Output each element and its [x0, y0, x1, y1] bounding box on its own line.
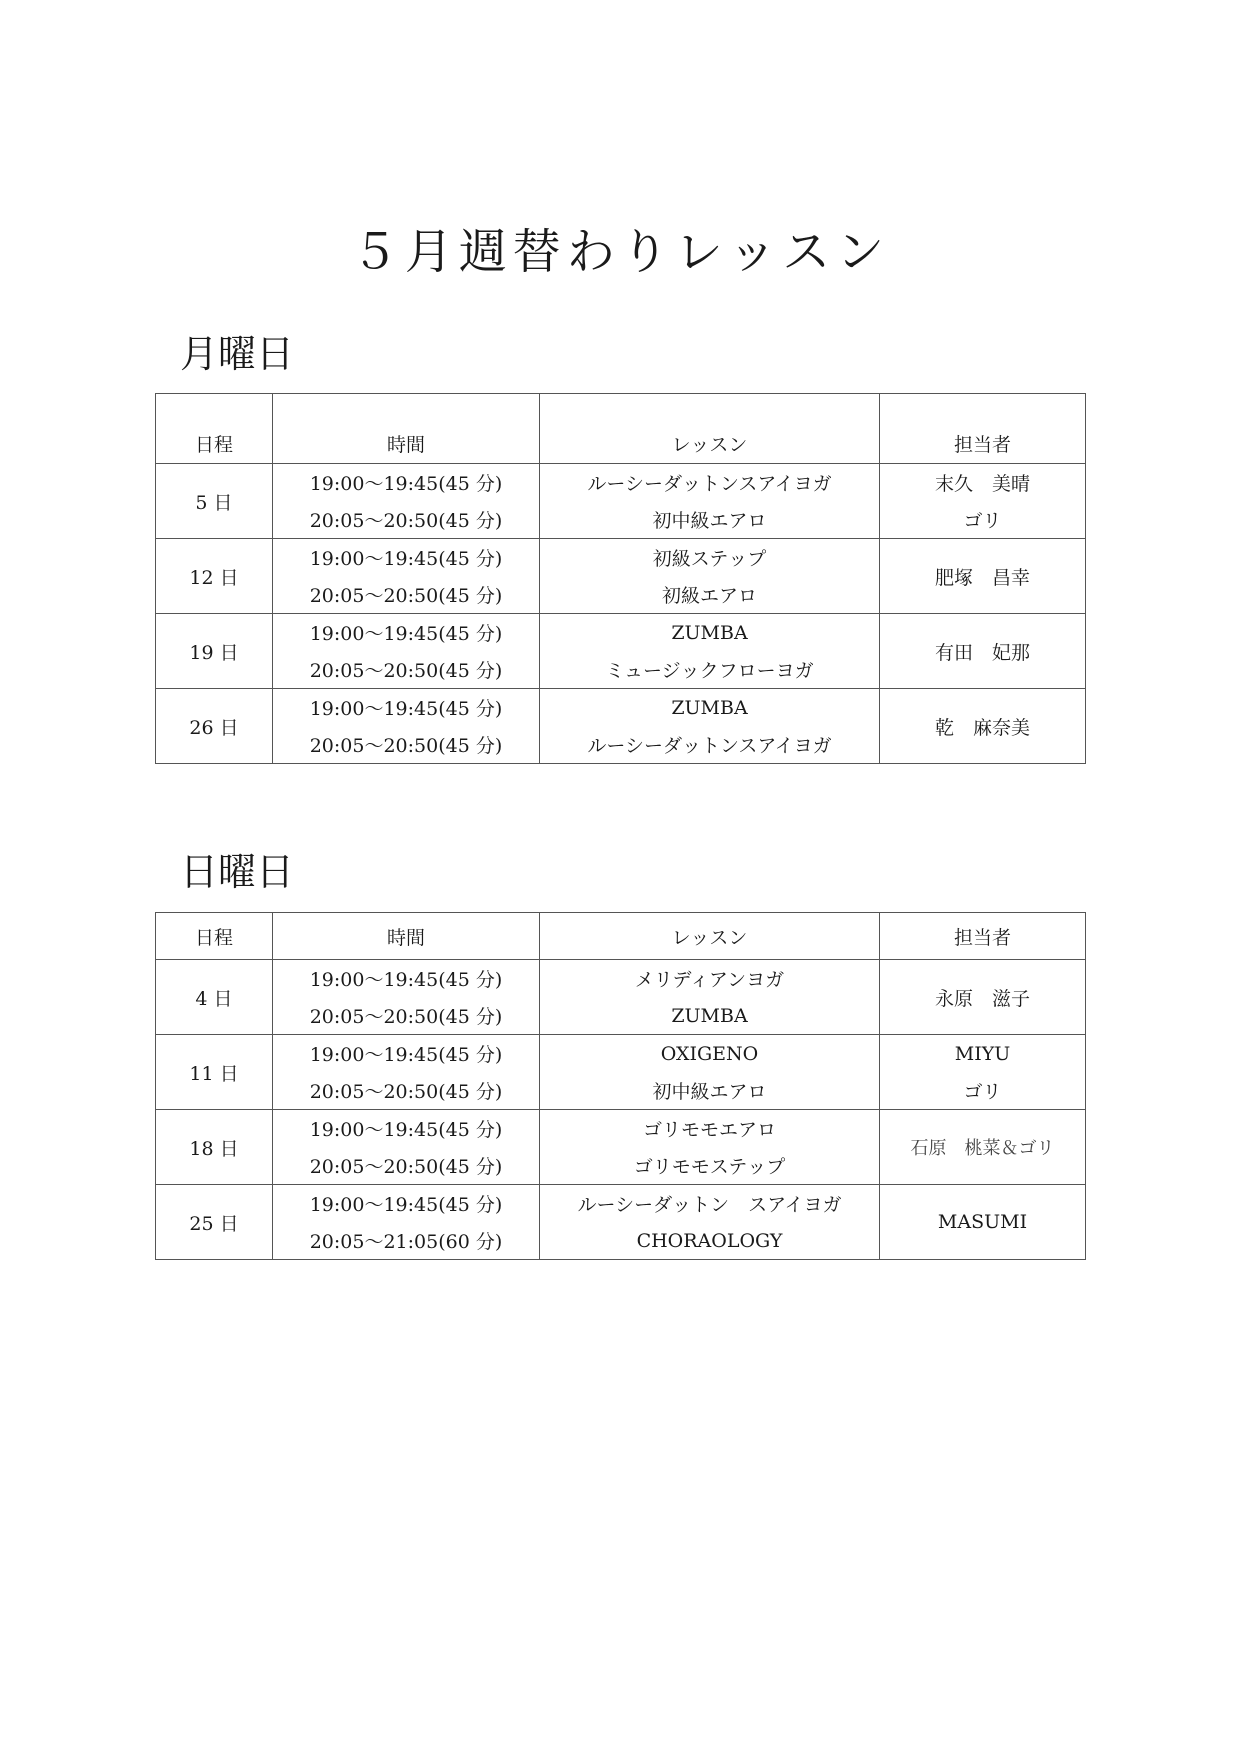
lesson-name: 初級ステップ — [652, 548, 767, 570]
header-time: 時間 — [273, 394, 540, 464]
header-date: 日程 — [156, 913, 273, 960]
table-row — [156, 689, 1086, 764]
date-cell: 4 日 — [156, 960, 273, 1035]
time-slot: 20:05～20:50(45 分) — [309, 1006, 503, 1028]
time-slot: 19:00～19:45(45 分) — [309, 1119, 503, 1141]
date-cell: 12 日 — [156, 539, 273, 614]
date-cell: 25 日 — [156, 1185, 273, 1260]
time-slot: 20:05～20:50(45 分) — [309, 585, 503, 607]
lesson-cell — [540, 614, 880, 689]
lesson-name: ミュージックフローヨガ — [605, 660, 814, 682]
instructor-name: MIYU — [954, 1042, 1011, 1065]
sunday-heading: 日曜日 — [180, 850, 295, 894]
lesson-name: ルーシーダットンスアイヨガ — [587, 735, 832, 757]
table-header-row — [156, 913, 1086, 960]
lesson-cell — [540, 1035, 880, 1110]
lesson-name: ゴリモモエアロ — [642, 1119, 776, 1141]
time-cell — [273, 464, 540, 539]
date-cell: 19 日 — [156, 614, 273, 689]
monday-heading: 月曜日 — [180, 332, 295, 376]
time-slot: 19:00～19:45(45 分) — [309, 969, 503, 991]
table-row — [156, 1185, 1086, 1260]
date-cell: 18 日 — [156, 1110, 273, 1185]
lesson-name: ZUMBA — [671, 1004, 748, 1027]
table-row — [156, 960, 1086, 1035]
sunday-schedule-table — [155, 912, 1086, 1260]
time-cell — [273, 960, 540, 1035]
time-slot: 19:00～19:45(45 分) — [309, 1044, 503, 1066]
time-slot: 20:05～20:50(45 分) — [309, 1156, 503, 1178]
lesson-name: CHORAOLOGY — [636, 1229, 783, 1252]
time-cell — [273, 1110, 540, 1185]
instructor-cell — [880, 464, 1086, 539]
lesson-cell — [540, 539, 880, 614]
lesson-name: 初中級エアロ — [652, 510, 767, 532]
lesson-name: 初中級エアロ — [652, 1081, 767, 1103]
date-cell: 5 日 — [156, 464, 273, 539]
lesson-name: ZUMBA — [671, 696, 748, 719]
lesson-name: ルーシーダットン スアイヨガ — [577, 1194, 842, 1216]
time-cell — [273, 539, 540, 614]
header-instructor: 担当者 — [880, 913, 1086, 960]
header-lesson: レッスン — [540, 394, 880, 464]
time-cell — [273, 689, 540, 764]
time-cell — [273, 1035, 540, 1110]
lesson-cell — [540, 1185, 880, 1260]
time-cell — [273, 1185, 540, 1260]
time-slot: 19:00～19:45(45 分) — [309, 698, 503, 720]
lesson-name: ZUMBA — [671, 621, 748, 644]
table-row — [156, 539, 1086, 614]
time-slot: 20:05～20:50(45 分) — [309, 510, 503, 532]
instructor-name: MASUMI — [880, 1185, 1086, 1260]
time-slot: 20:05～20:50(45 分) — [309, 660, 503, 682]
time-cell — [273, 614, 540, 689]
lesson-cell — [540, 689, 880, 764]
date-cell: 26 日 — [156, 689, 273, 764]
instructor-name: 乾 麻奈美 — [880, 689, 1086, 764]
instructor-name: 末久 美晴 — [934, 473, 1030, 495]
header-lesson: レッスン — [540, 913, 880, 960]
monday-schedule-table — [155, 393, 1086, 764]
lesson-name: OXIGENO — [660, 1042, 759, 1065]
time-slot: 20:05～20:50(45 分) — [309, 735, 503, 757]
lesson-name: ゴリモモステップ — [633, 1156, 786, 1178]
table-row — [156, 464, 1086, 539]
time-slot: 20:05～21:05(60 分) — [309, 1231, 503, 1253]
lesson-cell — [540, 1110, 880, 1185]
table-row — [156, 614, 1086, 689]
time-slot: 19:00～19:45(45 分) — [309, 1194, 503, 1216]
lesson-name: ルーシーダットンスアイヨガ — [587, 473, 832, 495]
date-cell: 11 日 — [156, 1035, 273, 1110]
time-slot: 20:05～20:50(45 分) — [309, 1081, 503, 1103]
table-header-row — [156, 394, 1086, 464]
time-slot: 19:00～19:45(45 分) — [309, 548, 503, 570]
lesson-name: 初級エアロ — [661, 585, 757, 607]
instructor-cell — [880, 1035, 1086, 1110]
page-title: ５月週替わりレッスン — [350, 224, 891, 280]
lesson-cell — [540, 960, 880, 1035]
lesson-cell — [540, 464, 880, 539]
header-time: 時間 — [273, 913, 540, 960]
time-slot: 19:00～19:45(45 分) — [309, 473, 503, 495]
table-row — [156, 1110, 1086, 1185]
table-row — [156, 1035, 1086, 1110]
instructor-name: ゴリ — [963, 1081, 1002, 1103]
instructor-name: 肥塚 昌幸 — [880, 539, 1086, 614]
header-instructor: 担当者 — [880, 394, 1086, 464]
lesson-name: メリディアンヨガ — [634, 969, 785, 991]
instructor-name: 石原 桃菜＆ゴリ — [880, 1110, 1086, 1185]
time-slot: 19:00～19:45(45 分) — [309, 623, 503, 645]
header-date: 日程 — [156, 394, 273, 464]
instructor-name: 永原 滋子 — [880, 960, 1086, 1035]
instructor-name: 有田 妃那 — [880, 614, 1086, 689]
instructor-name: ゴリ — [963, 510, 1002, 532]
